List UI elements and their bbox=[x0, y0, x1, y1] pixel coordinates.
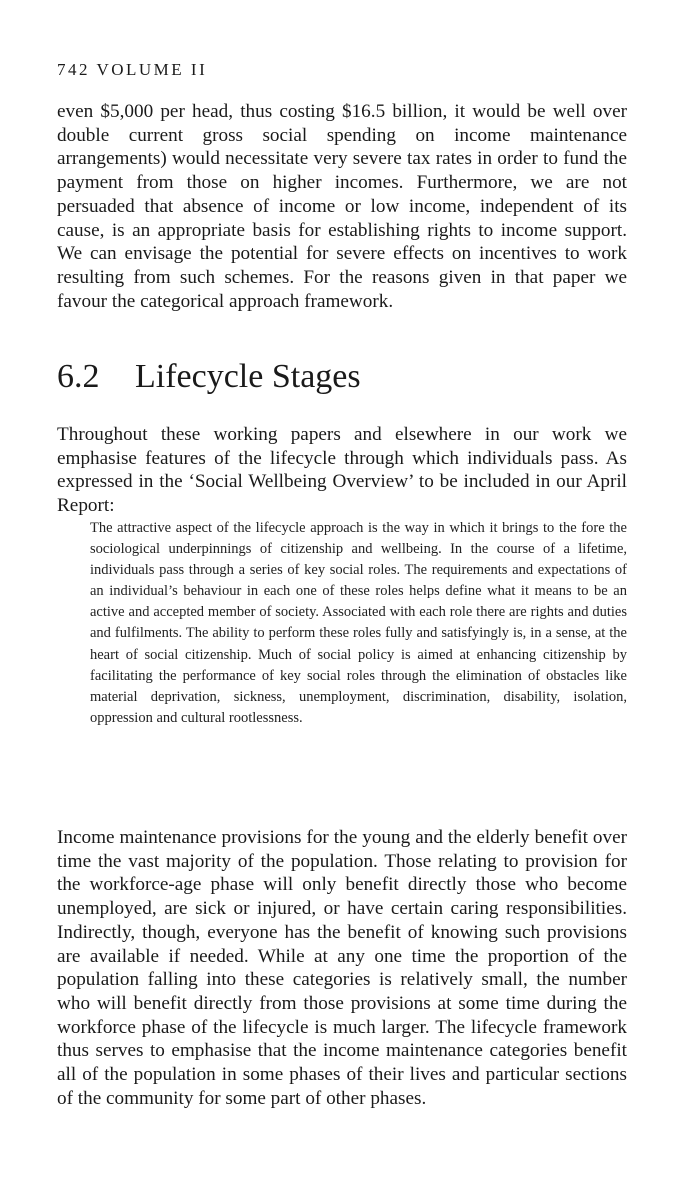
section-heading bbox=[57, 355, 361, 399]
section-number: 6.2 bbox=[57, 358, 100, 395]
body-paragraph: Throughout these working papers and elsewhere in our work we emphasise features of the lifecycle through which individuals pass. As expressed in the ‘Social Wellbeing Overview’ to be included in our April Report: bbox=[57, 424, 627, 517]
body-paragraph: even $5,000 per head, thus costing $16.5 billion, it would be well over double current gross social spending on income maintenance arrangements) would necessitate very severe tax rates in order to fund the payment from those on higher incomes. Furthermore, we are not persuaded that absence of income or low income, independent of its cause, is an appropriate basis for establishing rights to income support. We can envisage the potential for severe effects on incentives to work resulting from such schemes. For the reasons given in that paper we favour the categorical approach framework. bbox=[57, 101, 627, 312]
body-paragraph: Income maintenance provisions for the young and the elderly benefit over time the vast majority of the population. Those relating to provision for the workforce-age phase will only benefit directly those who become unemployed, are sick or injured, or have certain caring responsibilities. Indirectly, though, everyone has the benefit of knowing such provisions are available if needed. While at any one time the proportion of the population falling into these categories is relatively small, the number who will benefit directly from those provisions at some time during the workforce phase of the lifecycle is much larger. The lifecycle framework thus serves to emphasise that the income maintenance categories benefit all of the population in some phases of their lives and particular sections of the community for some part of other phases. bbox=[57, 827, 627, 1109]
section-title: Lifecycle Stages bbox=[135, 358, 361, 395]
running-head: 742 VOLUME II bbox=[57, 60, 208, 79]
block-quote: The attractive aspect of the lifecycle approach is the way in which it brings to the fore the sociological underpinnings of citizenship and wellbeing. In the course of a lifetime, individuals pass through a series of key social roles. The requirements and expectations of an individual’s behaviour in each one of these roles helps define what it means to be an active and accepted member of society. Associated with each role there are rights and duties and fulfilments. The ability to perform these roles fully and satisfyingly is, in a sense, at the heart of social citizenship. Much of social policy is aimed at enhancing citizenship by facilitating the performance of key social roles through the elimination of obstacles like material deprivation, sickness, unemployment, discrimination, disability, isolation, oppression and cultural rootlessness. bbox=[90, 520, 627, 726]
